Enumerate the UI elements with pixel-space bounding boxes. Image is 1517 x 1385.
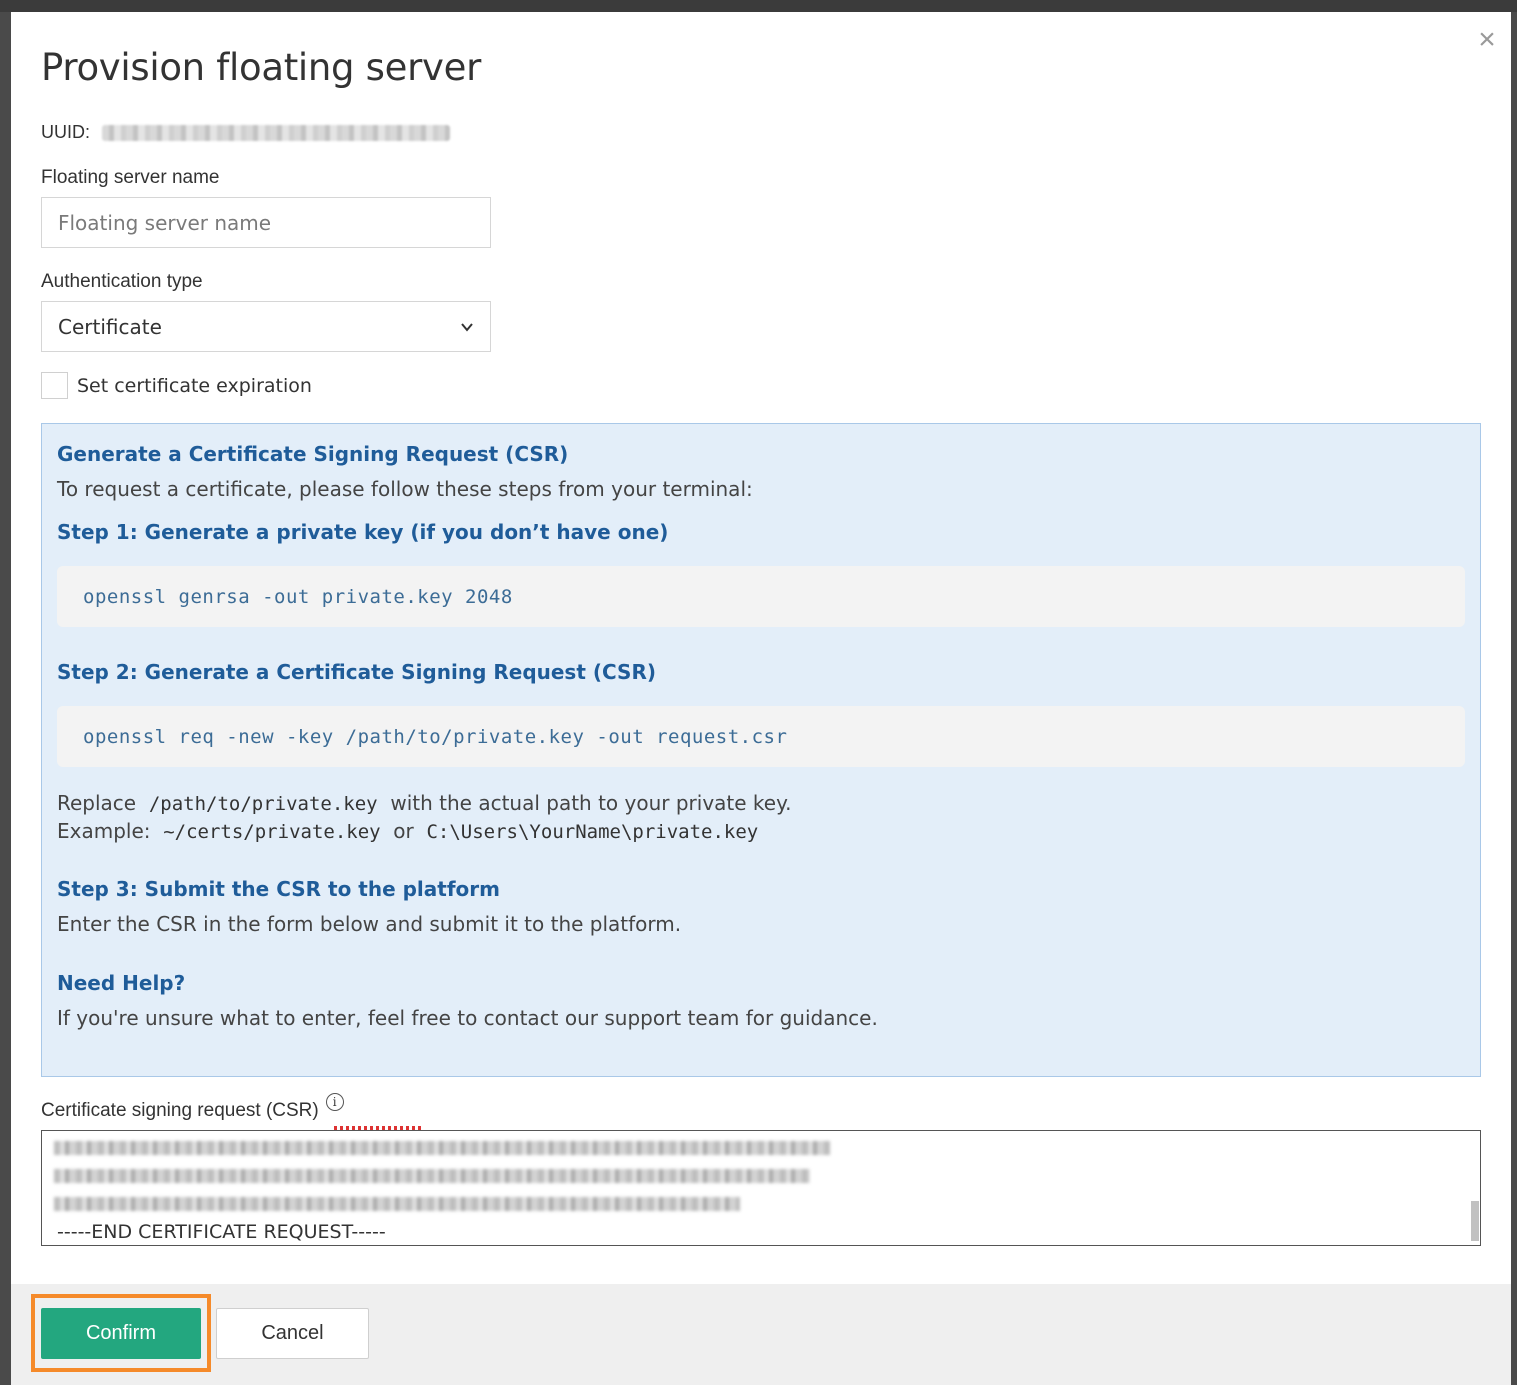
server-name-label: Floating server name [41,167,220,188]
example-note [57,819,758,843]
uuid-row [41,122,450,143]
dialog-footer [11,1284,1511,1385]
info-icon[interactable]: i [326,1093,344,1111]
csr-line-redacted [54,1197,740,1211]
step1-title: Step 1: Generate a private key (if you don’t have one) [57,520,669,544]
step3-title: Step 3: Submit the CSR to the platform [57,877,500,901]
auth-type-label: Authentication type [41,271,203,292]
help-text: If you're unsure what to enter, feel free to contact our support team for guidance. [57,1006,878,1030]
csr-line-redacted [54,1141,830,1155]
server-name-input[interactable] [41,197,491,248]
csr-end-line: -----END CERTIFICATE REQUEST----- [57,1221,386,1243]
example-or: or [393,819,414,843]
auth-type-select[interactable] [41,301,491,352]
csr-field-label-row [41,1095,344,1122]
replace-path: /path/to/private.key [148,793,378,815]
uuid-label: UUID: [41,122,90,142]
example-windows-path: C:\Users\YourName\private.key [426,821,759,843]
example-prefix: Example: [57,819,151,843]
replace-prefix: Replace [57,791,137,815]
csr-field-label: Certificate signing request (CSR) [41,1100,319,1121]
replace-suffix: with the actual path to your private key. [390,791,792,815]
cancel-button[interactable]: Cancel [216,1308,369,1359]
dialog-title: Provision floating server [41,46,482,89]
provision-dialog [11,12,1511,1385]
help-title: Need Help? [57,971,186,995]
example-unix-path: ~/certs/private.key [163,821,381,843]
csr-heading: Generate a Certificate Signing Request (CSR) [57,442,569,466]
close-icon[interactable]: × [1478,23,1496,56]
uuid-value-redacted [102,125,450,141]
step1-command: openssl genrsa -out private.key 2048 [57,566,1465,627]
expiration-row [41,372,312,399]
step2-command: openssl req -new -key /path/to/private.key -out request.csr [57,706,1465,767]
csr-instructions-panel [41,423,1481,1077]
replace-note [57,791,791,815]
textarea-scrollbar[interactable] [1471,1201,1479,1241]
step2-title: Step 2: Generate a Certificate Signing Request (CSR) [57,660,656,684]
background-top-bar [0,0,1517,12]
auth-type-value: Certificate [58,314,162,339]
step3-text: Enter the CSR in the form below and submit it to the platform. [57,912,682,936]
csr-textarea[interactable] [41,1130,1481,1246]
expiration-checkbox[interactable] [41,372,68,399]
expiration-label[interactable]: Set certificate expiration [77,374,312,397]
chevron-down-icon [460,320,474,334]
csr-line-redacted [54,1169,810,1183]
csr-intro: To request a certificate, please follow these steps from your terminal: [57,477,753,501]
confirm-button[interactable]: Confirm [41,1308,201,1359]
